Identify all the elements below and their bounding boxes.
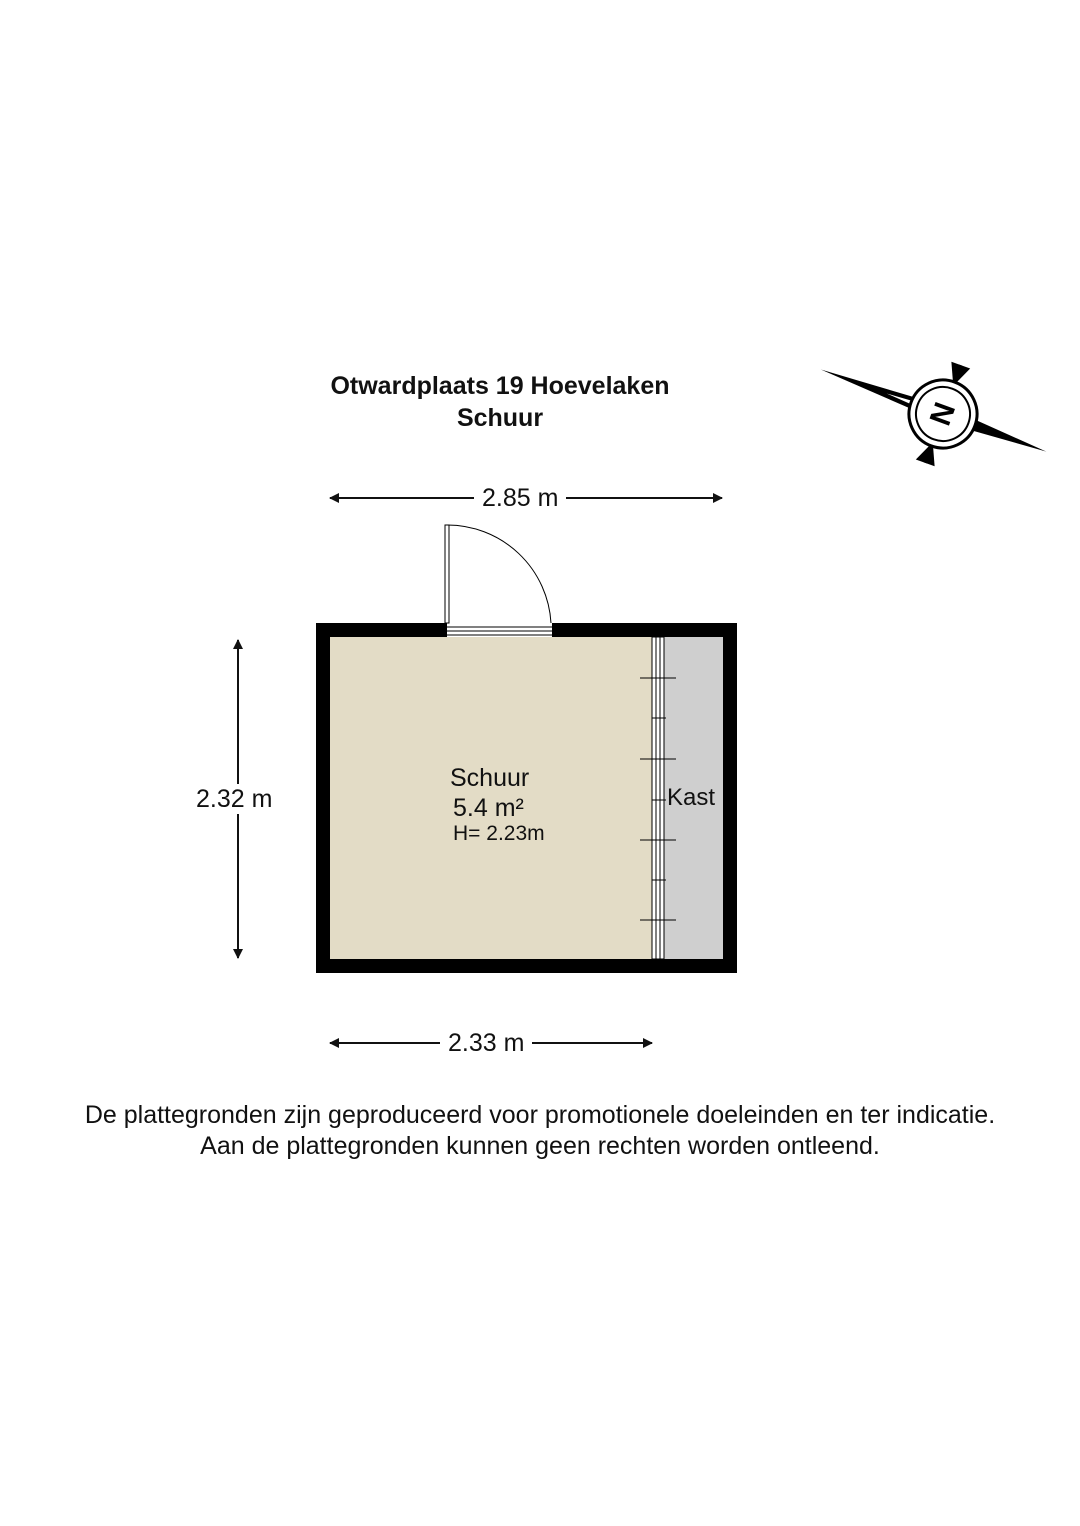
disclaimer-line-2: Aan de plattegronden kunnen geen rechten worden ontleend. <box>200 1132 880 1160</box>
door-leaf <box>445 525 449 623</box>
room-height-schuur: H= 2.23m <box>453 822 545 845</box>
floor-subtitle: Schuur <box>456 404 544 432</box>
disclaimer-line-1: De plattegronden zijn geproduceerd voor promotionele doeleinden en ter indicatie. <box>84 1101 996 1129</box>
room-area-schuur: 5.4 m² <box>453 794 524 822</box>
dimension-bottom-label: 2.33 m <box>440 1028 532 1058</box>
compass-letter: N <box>923 398 963 430</box>
door-swing-arc <box>447 525 551 623</box>
room-name-schuur: Schuur <box>450 764 530 792</box>
room-name-kast: Kast <box>667 784 716 811</box>
closet-partition <box>652 637 664 959</box>
address-title: Otwardplaats 19 Hoevelaken <box>330 372 670 400</box>
dimension-left-label: 2.32 m <box>188 784 280 814</box>
dimension-top-label: 2.85 m <box>474 483 566 513</box>
